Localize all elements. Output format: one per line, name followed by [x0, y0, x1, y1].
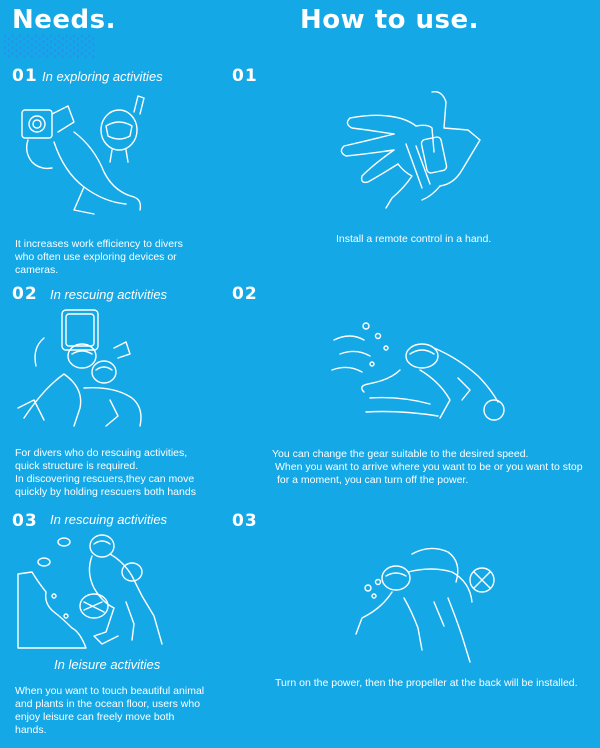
diver-with-propeller-icon [352, 542, 502, 672]
how-item-caption: Install a remote control in a hand. [336, 233, 492, 245]
needs-text-line: In discovering rescuers,they can move [15, 473, 195, 485]
how-item-caption [272, 448, 592, 487]
how-caption-line: You can change the gear suitable to the desired speed. [272, 448, 529, 460]
diver-swimming-icon [330, 318, 510, 428]
needs-item-text: It increases work efficiency to divers who often use exploring devices or cameras. [15, 238, 183, 276]
needs-text-line: quickly by holding rescuers both hands [15, 486, 196, 498]
how-item-caption: Turn on the power, then the propeller at the back will be installed. [275, 677, 578, 689]
how-caption-line: for a moment, you can turn off the power. [277, 474, 469, 486]
diver-rescuing-icon [14, 308, 154, 433]
needs-item-subtitle: In leisure activities [54, 657, 161, 672]
needs-item-number: 01 [12, 66, 38, 86]
how-item-number: 01 [232, 66, 258, 86]
needs-item-text: When you want to touch beautiful animal and plants in the ocean floor, users who enjoy leisure can freely move both hands. [15, 685, 205, 736]
ghost-artifact-left: ░░░░░░ [4, 34, 97, 58]
how-caption-line: When you want to arrive where you want to be or you want to stop [275, 461, 583, 473]
needs-item-number: 02 [12, 284, 38, 304]
how-item-number: 03 [232, 511, 258, 531]
how-item-number: 02 [232, 284, 258, 304]
needs-item-number: 03 [12, 511, 38, 531]
how-title: How to use. [300, 5, 480, 35]
needs-title: Needs. [12, 5, 116, 35]
needs-item-title: In rescuing activities [50, 512, 168, 527]
needs-item-title: In exploring activities [42, 69, 163, 84]
needs-text-line: quick structure is required. [15, 460, 139, 472]
needs-text-line: For divers who do rescuing activities, [15, 447, 188, 459]
hand-with-remote-icon [332, 88, 492, 218]
diver-with-camera-icon [14, 92, 154, 222]
needs-item-text [15, 447, 245, 499]
needs-item-title: In rescuing activities [50, 287, 168, 302]
diver-touching-reef-icon [14, 532, 174, 652]
